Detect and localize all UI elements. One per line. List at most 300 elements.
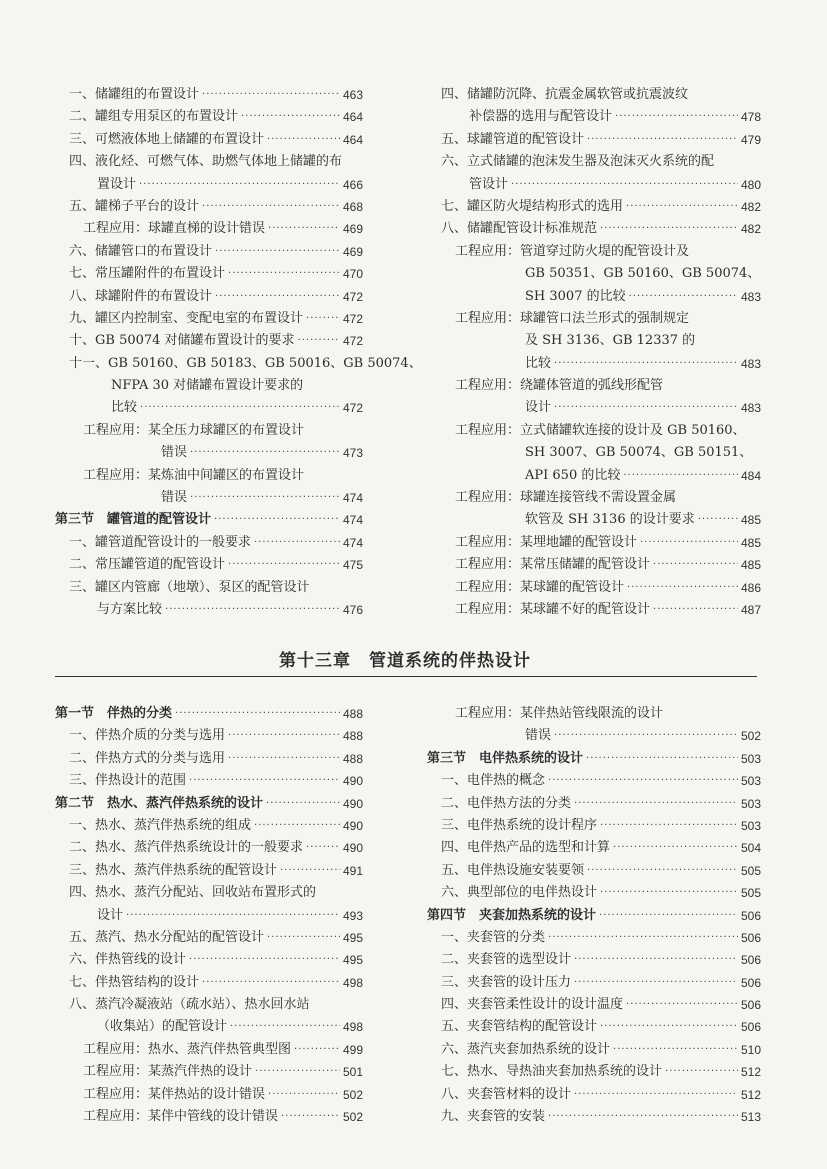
toc-leader-dots <box>548 1106 738 1128</box>
toc-entry-title: 五、夹套管结构的配管设计 <box>441 1019 598 1035</box>
toc-entry <box>55 725 363 747</box>
toc-entry <box>55 837 363 859</box>
toc-entry-title: 工程应用：球罐连接管线不需设置金属 <box>455 490 677 506</box>
toc-leader-dots <box>202 196 340 218</box>
toc-entry-title: 工程应用：某全压力球罐区的布置设计 <box>83 422 305 438</box>
toc-leader-dots <box>189 770 340 792</box>
toc-entry <box>55 905 363 927</box>
toc-entry <box>427 815 761 837</box>
toc-entry <box>55 748 363 770</box>
toc-page-number: 506 <box>740 908 761 923</box>
toc-entry <box>55 397 363 419</box>
toc-page-number: 482 <box>740 222 761 237</box>
toc-entry-title: 三、可燃液体地上储罐的布置设计 <box>69 131 265 147</box>
toc-entry <box>55 286 363 308</box>
toc-leader-dots <box>640 532 738 554</box>
toc-entry <box>427 725 761 747</box>
toc-leader-dots <box>554 353 738 375</box>
toc-entry-title: 补偿器的选用与配管设计 <box>469 109 613 125</box>
toc-entry-title: 二、夹套管的选型设计 <box>441 952 572 968</box>
toc-entry <box>427 927 761 949</box>
toc-page-number: 475 <box>342 558 363 573</box>
chapter-divider <box>55 676 757 677</box>
toc-entry-title: 工程应用：球罐直梯的设计错误 <box>83 221 266 237</box>
toc-page-number: 472 <box>342 401 363 416</box>
toc-entry <box>427 308 761 330</box>
toc-entry <box>55 263 363 285</box>
toc-leader-dots <box>626 994 738 1016</box>
toc-entry <box>55 129 363 151</box>
toc-leader-dots <box>255 1061 340 1083</box>
toc-entry <box>427 420 761 442</box>
toc-entry <box>427 703 761 725</box>
toc-entry <box>427 1061 761 1083</box>
toc-entry <box>55 577 363 599</box>
toc-entry-title: 第四节 夹套加热系统的设计 <box>427 907 597 923</box>
toc-leader-dots <box>254 815 340 837</box>
toc-page-number: 485 <box>740 513 761 528</box>
toc-entry-title: 七、热水、导热油夹套加热系统的设计 <box>441 1064 663 1080</box>
toc-entry-title: 工程应用：某常压储罐的配管设计 <box>455 557 651 573</box>
toc-leader-dots <box>613 837 738 859</box>
toc-entry-title: 六、伴热管线的设计 <box>69 952 187 968</box>
toc-entry-title: API 650 的比较 <box>525 467 621 483</box>
toc-leader-dots <box>254 532 340 554</box>
toc-page-number: 466 <box>342 177 363 192</box>
toc-leader-dots <box>202 84 340 106</box>
toc-page-number: 498 <box>342 975 363 990</box>
toc-page-number: 488 <box>342 707 363 721</box>
toc-page-number: 482 <box>740 199 761 214</box>
toc-page-number: 474 <box>342 491 363 506</box>
toc-entry <box>55 927 363 949</box>
toc-entry-title: 三、夹套管的设计压力 <box>441 974 572 990</box>
toc-leader-dots <box>281 1106 340 1128</box>
toc-entry-title: 八、储罐配管设计标准规范 <box>441 221 598 237</box>
toc-entry <box>55 1106 363 1128</box>
toc-entry <box>55 487 363 509</box>
toc-entry-title: SH 3007 的比较 <box>525 288 626 304</box>
toc-page-number: 510 <box>740 1042 761 1057</box>
toc-page-number: 479 <box>740 132 761 147</box>
toc-page-number: 513 <box>740 1110 761 1125</box>
toc-leader-dots <box>215 286 340 308</box>
toc-entry-title: 错误 <box>161 490 188 506</box>
toc-entry-title: 工程应用：管道穿过防火堤的配管设计及 <box>455 243 690 259</box>
toc-page-number: 506 <box>740 1020 761 1035</box>
toc-page-number: 505 <box>740 886 761 901</box>
toc-entry <box>427 151 761 173</box>
toc-entry <box>427 949 761 971</box>
toc-entry <box>427 442 761 464</box>
toc-entry-title: 三、电伴热系统的设计程序 <box>441 817 598 833</box>
toc-entry-title: 工程应用：立式储罐软连接的设计及 GB 50160、 <box>455 422 746 438</box>
toc-entry-title: 一、热水、蒸汽伴热系统的组成 <box>69 817 252 833</box>
toc-entry <box>55 442 363 464</box>
toc-entry <box>427 487 761 509</box>
toc-leader-dots <box>665 1061 738 1083</box>
toc-leader-dots <box>139 174 340 196</box>
toc-entry-title: 比较 <box>525 355 552 371</box>
toc-page-number: 464 <box>342 132 363 147</box>
toc-entry-title: 八、球罐附件的布置设计 <box>69 288 213 304</box>
toc-section-heading <box>55 793 363 815</box>
toc-leader-dots <box>306 837 340 859</box>
toc-entry-title: 工程应用：球罐管口法兰形式的强制规定 <box>455 310 690 326</box>
toc-leader-dots <box>511 174 738 196</box>
toc-leader-dots <box>214 509 340 531</box>
toc-entry <box>55 308 363 330</box>
toc-entry-title: 第一节 伴热的分类 <box>55 706 173 721</box>
toc-leader-dots <box>548 770 738 792</box>
toc-entry-title: 七、伴热管结构的设计 <box>69 974 200 990</box>
toc-page-number: 503 <box>740 751 761 766</box>
toc-entry-title: 与方案比较 <box>97 601 163 617</box>
toc-entry <box>55 1016 363 1038</box>
toc-entry-title: 二、电伴热方法的分类 <box>441 795 572 811</box>
toc-entry-title: 工程应用：热水、蒸汽伴热管典型图 <box>83 1041 292 1057</box>
toc-entry-title: 工程应用：某伴中管线的设计错误 <box>83 1109 279 1125</box>
toc-entry-title: 九、罐区内控制室、变配电室的布置设计 <box>69 310 304 326</box>
toc-page-number: 473 <box>342 446 363 461</box>
toc-entry <box>427 1106 761 1128</box>
toc-entry <box>427 1016 761 1038</box>
toc-entry-title: 五、罐梯子平台的设计 <box>69 198 200 214</box>
toc-leader-dots <box>629 286 738 308</box>
toc-page-number: 486 <box>740 580 761 595</box>
toc-entry-title: 四、液化烃、可燃气体、助燃气体地上储罐的布 <box>69 154 343 170</box>
toc-page-number: 502 <box>342 1110 363 1125</box>
toc-leader-dots <box>587 129 738 151</box>
toc-leader-dots <box>586 748 738 770</box>
toc-entry <box>427 554 761 576</box>
toc-entry <box>427 397 761 419</box>
toc-page-number: 484 <box>740 468 761 483</box>
toc-entry <box>55 860 363 882</box>
toc-leader-dots <box>267 927 340 949</box>
toc-page-number: 499 <box>342 1042 363 1057</box>
toc-leader-dots <box>228 554 340 576</box>
toc-leader-dots <box>600 815 738 837</box>
toc-entry-title: 一、夹套管的分类 <box>441 929 546 945</box>
toc-page-number: 485 <box>740 558 761 573</box>
toc-entry <box>427 837 761 859</box>
toc-entry-title: 工程应用：某蒸汽伴热的设计 <box>83 1064 253 1080</box>
toc-entry <box>427 994 761 1016</box>
toc-entry-title: 二、常压罐管道的配管设计 <box>69 557 226 573</box>
toc-column-bottom-left <box>55 703 363 1128</box>
toc-leader-dots <box>698 509 738 531</box>
toc-entry-title: 六、蒸汽夹套加热系统的设计 <box>441 1041 611 1057</box>
toc-entry-title: 工程应用：绕罐体管道的弧线形配管 <box>455 378 664 394</box>
toc-column-top-right <box>427 84 761 621</box>
toc-leader-dots <box>294 1039 340 1061</box>
toc-entry-title: 四、热水、蒸汽分配站、回收站布置形式的 <box>69 885 317 901</box>
toc-leader-dots <box>600 218 738 240</box>
toc-leader-dots <box>306 308 340 330</box>
toc-entry-title: 六、储罐管口的布置设计 <box>69 243 213 259</box>
toc-leader-dots <box>267 129 340 151</box>
toc-page-number: 502 <box>342 1087 363 1102</box>
toc-entry-title: 一、伴热介质的分类与选用 <box>69 728 226 744</box>
toc-entry <box>427 1039 761 1061</box>
toc-leader-dots <box>600 882 738 904</box>
toc-entry <box>55 1084 363 1106</box>
toc-entry <box>427 263 761 285</box>
toc-entry <box>55 106 363 128</box>
toc-entry-title: 工程应用：某埋地罐的配管设计 <box>455 534 638 550</box>
toc-leader-dots <box>268 218 340 240</box>
toc-entry <box>55 151 363 173</box>
toc-page-number: 483 <box>740 356 761 371</box>
toc-page-number: 493 <box>342 908 363 923</box>
toc-page-number: 506 <box>740 998 761 1013</box>
toc-entry-title: 十、GB 50074 对储罐布置设计的要求 <box>69 333 295 349</box>
toc-page-number: 498 <box>342 1020 363 1035</box>
toc-entry <box>427 106 761 128</box>
toc-entry <box>55 815 363 837</box>
toc-entry <box>55 1039 363 1061</box>
toc-entry <box>55 949 363 971</box>
toc-entry-title: 三、热水、蒸汽伴热系统的配管设计 <box>69 862 278 878</box>
toc-entry-title: 四、夹套管柔性设计的设计温度 <box>441 997 624 1013</box>
toc-page-number: 476 <box>342 602 363 617</box>
toc-entry-title: 三、伴热设计的范围 <box>69 773 187 789</box>
toc-entry <box>55 241 363 263</box>
toc-column-top-left <box>55 84 422 621</box>
toc-entry <box>427 196 761 218</box>
toc-leader-dots <box>126 905 340 927</box>
toc-leader-dots <box>228 725 340 747</box>
toc-entry <box>55 353 422 375</box>
toc-entry-title: 六、典型部位的电伴热设计 <box>441 885 598 901</box>
toc-page-number: 483 <box>740 289 761 304</box>
toc-entry <box>55 972 363 994</box>
toc-leader-dots <box>574 1084 738 1106</box>
toc-page-number: 469 <box>342 244 363 259</box>
toc-section-heading <box>427 748 761 770</box>
toc-page-number: 495 <box>342 953 363 968</box>
toc-leader-dots <box>266 793 340 815</box>
toc-entry-title: 工程应用：某伴热站的设计错误 <box>83 1086 266 1102</box>
toc-page-number: 505 <box>740 863 761 878</box>
toc-page-number: 491 <box>342 863 363 878</box>
toc-entry <box>427 465 761 487</box>
toc-entry <box>427 577 761 599</box>
toc-leader-dots <box>574 972 738 994</box>
toc-entry-title: 三、罐区内管廊（地墩）、泵区的配管设计 <box>69 579 310 595</box>
toc-entry <box>427 174 761 196</box>
toc-entry <box>55 554 363 576</box>
toc-entry <box>427 532 761 554</box>
toc-page-number: 503 <box>740 774 761 789</box>
toc-entry-title: GB 50351、GB 50160、GB 50074、 <box>525 266 761 282</box>
toc-page-number: 501 <box>342 1065 363 1080</box>
toc-entry-title: 九、夹套管的安装 <box>441 1109 546 1125</box>
toc-leader-dots <box>175 703 340 725</box>
toc-leader-dots <box>228 748 340 770</box>
toc-entry <box>427 129 761 151</box>
toc-entry-title: 工程应用：某球罐的配管设计 <box>455 579 625 595</box>
toc-entry <box>427 860 761 882</box>
toc-entry-title: 七、常压罐附件的布置设计 <box>69 266 226 282</box>
toc-leader-dots <box>599 905 738 927</box>
toc-entry <box>427 509 761 531</box>
toc-entry-title: 二、热水、蒸汽伴热系统设计的一般要求 <box>69 840 304 856</box>
toc-entry <box>427 218 761 240</box>
toc-page-number: 490 <box>342 796 363 811</box>
toc-leader-dots <box>554 725 738 747</box>
toc-entry-title: 一、电伴热的概念 <box>441 773 546 789</box>
toc-entry <box>55 174 363 196</box>
toc-page-number: 490 <box>342 774 363 789</box>
toc-page-number: 485 <box>740 535 761 550</box>
toc-leader-dots <box>626 196 738 218</box>
toc-entry <box>427 770 761 792</box>
toc-entry-title: SH 3007、GB 50074、GB 50151、 <box>525 445 753 461</box>
toc-entry-title: 四、电伴热产品的选型和计算 <box>441 840 611 856</box>
toc-entry-title: 及 SH 3136、GB 12337 的 <box>525 333 696 349</box>
toc-entry <box>55 465 363 487</box>
toc-entry <box>55 994 363 1016</box>
toc-entry <box>427 1084 761 1106</box>
toc-leader-dots <box>230 1016 340 1038</box>
toc-page-number: 512 <box>740 1065 761 1080</box>
toc-entry-title: （收集站）的配管设计 <box>97 1019 228 1035</box>
chapter-title: 第十三章 管道系统的伴热设计 <box>279 651 531 671</box>
toc-leader-dots <box>548 927 738 949</box>
toc-section-heading <box>55 509 363 531</box>
toc-entry-title: 第三节 罐管道的配管设计 <box>55 512 212 528</box>
toc-entry <box>55 196 363 218</box>
toc-page-number: 512 <box>740 1087 761 1102</box>
toc-page-number: 472 <box>342 311 363 326</box>
toc-page-number: 488 <box>342 751 363 766</box>
toc-leader-dots <box>202 972 340 994</box>
toc-page-number: 503 <box>740 796 761 811</box>
toc-entry-title: 五、球罐管道的配管设计 <box>441 131 585 147</box>
toc-page-number: 464 <box>342 110 363 125</box>
toc-entry <box>55 84 363 106</box>
toc-entry-title: 设计 <box>97 907 124 923</box>
toc-leader-dots <box>587 860 738 882</box>
toc-page-number: 470 <box>342 267 363 282</box>
toc-leader-dots <box>627 577 738 599</box>
toc-page-number: 480 <box>740 177 761 192</box>
toc-entry <box>427 353 761 375</box>
toc-page-number: 483 <box>740 401 761 416</box>
toc-page-number: 506 <box>740 975 761 990</box>
toc-leader-dots <box>140 397 340 419</box>
toc-entry <box>55 532 363 554</box>
toc-entry-title: 五、电伴热设施安装要领 <box>441 862 585 878</box>
toc-entry <box>427 793 761 815</box>
toc-page-number: 503 <box>740 818 761 833</box>
toc-entry <box>55 770 363 792</box>
toc-entry-title: 二、罐组专用泵区的布置设计 <box>69 109 239 125</box>
toc-page-number: 504 <box>740 841 761 856</box>
toc-page-number: 472 <box>342 334 363 349</box>
toc-page-number: 478 <box>740 110 761 125</box>
toc-entry <box>55 375 363 397</box>
toc-leader-dots <box>653 599 738 621</box>
toc-page-number: 487 <box>740 602 761 617</box>
toc-entry <box>55 330 363 352</box>
toc-entry-title: 一、罐管道配管设计的一般要求 <box>69 534 252 550</box>
toc-leader-dots <box>190 442 340 464</box>
toc-entry-title: 六、立式储罐的泡沫发生器及泡沫灭火系统的配 <box>441 154 715 170</box>
toc-leader-dots <box>241 106 340 128</box>
toc-entry-title: 设计 <box>525 400 552 416</box>
toc-page-number: 474 <box>342 513 363 528</box>
toc-entry-title: 七、罐区防火堤结构形式的选用 <box>441 198 624 214</box>
toc-page-number: 490 <box>342 841 363 856</box>
toc-leader-dots <box>574 949 738 971</box>
toc-leader-dots <box>554 397 738 419</box>
toc-leader-dots <box>298 330 340 352</box>
toc-page-number: 469 <box>342 222 363 237</box>
toc-leader-dots <box>613 1039 738 1061</box>
toc-entry <box>427 599 761 621</box>
toc-column-bottom-right <box>427 703 761 1128</box>
toc-page-number: 495 <box>342 930 363 945</box>
toc-entry <box>427 330 761 352</box>
toc-entry-title: 第二节 热水、蒸汽伴热系统的设计 <box>55 795 264 811</box>
toc-page-number: 490 <box>342 818 363 833</box>
toc-entry-title: 工程应用：某伴热站管线限流的设计 <box>455 706 664 721</box>
toc-entry <box>55 218 363 240</box>
toc-leader-dots <box>600 1016 738 1038</box>
toc-page-number: 463 <box>342 88 363 102</box>
toc-page-number: 474 <box>342 535 363 550</box>
toc-entry <box>427 84 761 106</box>
toc-entry <box>427 241 761 263</box>
toc-entry-title: 一、储罐组的布置设计 <box>69 87 200 102</box>
toc-entry <box>55 599 363 621</box>
toc-leader-dots <box>653 554 738 576</box>
toc-entry-title: 管设计 <box>469 176 509 192</box>
toc-leader-dots <box>215 241 340 263</box>
toc-entry-title: 第三节 电伴热系统的设计 <box>427 750 584 766</box>
toc-entry-title: 工程应用：某球罐不好的配管设计 <box>455 601 651 617</box>
toc-entry-title: 错误 <box>525 728 552 744</box>
toc-page-number: 506 <box>740 930 761 945</box>
toc-section-heading <box>55 703 363 725</box>
toc-page-number: 506 <box>740 953 761 968</box>
toc-leader-dots <box>190 487 340 509</box>
toc-entry-title: NFPA 30 对储罐布置设计要求的 <box>111 378 304 394</box>
toc-leader-dots <box>615 106 738 128</box>
toc-entry <box>55 882 363 904</box>
toc-entry <box>427 972 761 994</box>
toc-entry <box>55 420 363 442</box>
toc-entry-title: 五、蒸汽、热水分配站的配管设计 <box>69 929 265 945</box>
toc-entry-title: 八、蒸汽冷凝液站（疏水站）、热水回水站 <box>69 997 310 1013</box>
toc-page-number: 472 <box>342 289 363 304</box>
toc-entry <box>427 286 761 308</box>
toc-entry <box>427 375 761 397</box>
toc-entry-title: 八、夹套管材料的设计 <box>441 1086 572 1102</box>
toc-entry-title: 软管及 SH 3136 的设计要求 <box>525 512 695 528</box>
toc-leader-dots <box>623 465 738 487</box>
toc-section-heading <box>427 905 761 927</box>
toc-page-number: 468 <box>342 199 363 214</box>
toc-entry-title: 二、伴热方式的分类与选用 <box>69 750 226 766</box>
toc-entry-title: 四、储罐防沉降、抗震金属软管或抗震波纹 <box>441 87 689 102</box>
toc-leader-dots <box>268 1084 340 1106</box>
toc-entry <box>55 1061 363 1083</box>
toc-entry-title: 比较 <box>111 400 138 416</box>
